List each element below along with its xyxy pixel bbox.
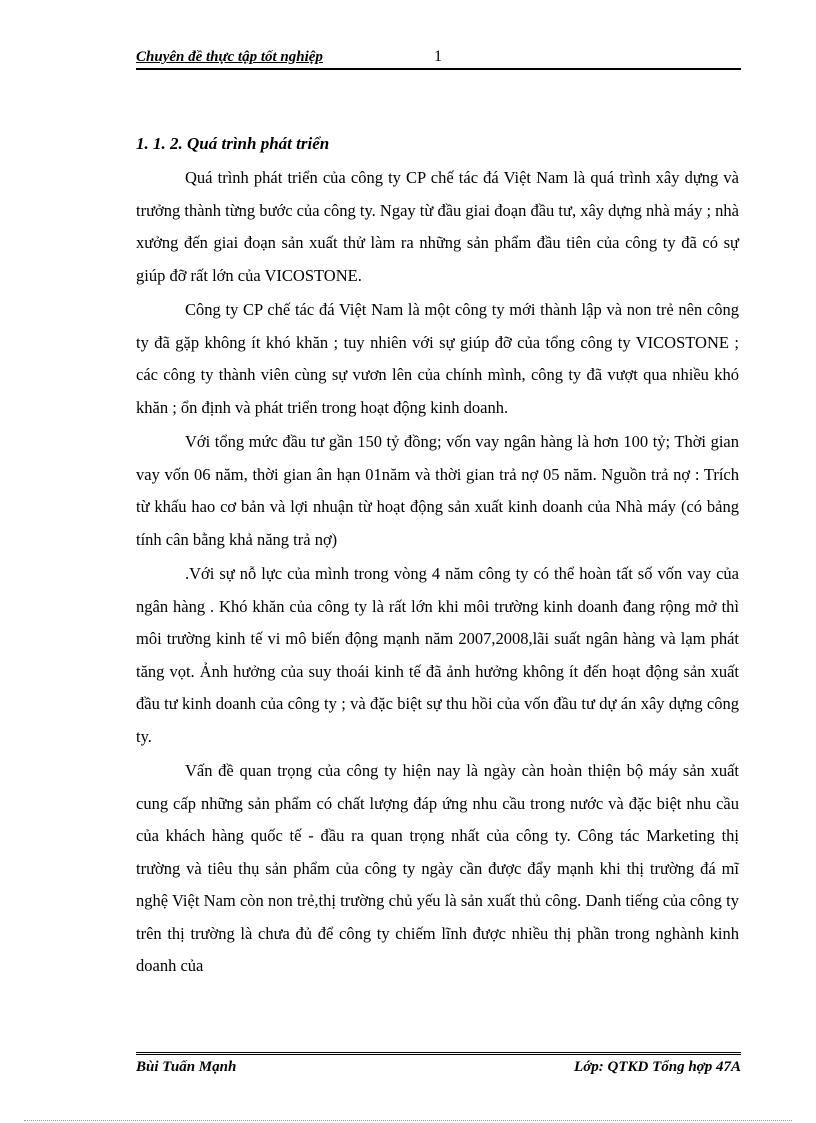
footer-class: Lớp: QTKD Tổng hợp 47A bbox=[574, 1059, 741, 1075]
page-header bbox=[136, 48, 741, 70]
section-heading: 1. 1. 2. Quá trình phát triển bbox=[136, 134, 330, 153]
page-number: 1 bbox=[434, 48, 442, 65]
paragraph-4: .Với sự nỗ lực của mình trong vòng 4 năm công ty có thể hoàn tất số vốn vay của ngân hàng . Khó khăn của công ty là rất lớn khi môi trường kinh doanh đang rộng mở thì môi trường kinh tế vi mô biến động mạnh năm 2007,2008,lãi suất ngân hàng và lạm phát tăng vọt. Ảnh hưởng của suy thoái kinh tế đã ảnh hưởng không ít đến hoạt động sản xuất đầu tư kinh doanh của công ty ; và đặc biệt sự thu hồi của vốn đầu tư dự án xây dựng công ty. bbox=[136, 564, 739, 746]
paragraph-2: Công ty CP chế tác đá Việt Nam là một công ty mới thành lập và non trẻ nên công ty đã gặp không ít khó khăn ; tuy nhiên với sự giúp đỡ của tổng công ty VICOSTONE ; các công ty thành viên cùng sự vươn lên của chính mình, công ty đã vượt qua nhiều khó khăn ; ổn định và phát triển trong hoạt động kinh doanh. bbox=[136, 300, 739, 417]
paragraph-3: Với tổng mức đầu tư gần 150 tỷ đồng; vốn vay ngân hàng là hơn 100 tỷ; Thời gian vay vốn 06 năm, thời gian ân hạn 01năm và thời gian trả nợ 05 năm. Nguồn trả nợ : Trích từ khấu hao cơ bản và lợi nhuận từ hoạt động sản xuất kinh doanh của Nhà máy (có bảng tính cân bằng khả năng trả nợ) bbox=[136, 432, 739, 549]
paragraph-5: Vấn đề quan trọng của công ty hiện nay là ngày càn hoàn thiện bộ máy sản xuất cung cấp những sản phẩm có chất lượng đáp ứng nhu cầu trong nước và đặc biệt nhu cầu của khách hàng quốc tế - đầu ra quan trọng nhất của công ty. Công tác Marketing thị trường và tiêu thụ sản phẩm của công ty ngày cần được đẩy mạnh khi thị trường đá mĩ nghệ Việt Nam còn non trẻ,thị trường chủ yếu là sản xuất thủ công. Danh tiếng của công ty trên thị trường là chưa đủ để công ty chiếm lĩnh được nhiều thị phần trong nghành kinh doanh của bbox=[136, 761, 739, 975]
body-text bbox=[136, 162, 739, 985]
footer-author: Bùi Tuấn Mạnh bbox=[136, 1059, 237, 1075]
header-title: Chuyên đề thực tập tốt nghiệp bbox=[136, 49, 323, 65]
page-footer bbox=[136, 1052, 741, 1085]
page-bottom-divider bbox=[24, 1120, 792, 1121]
paragraph-1: Quá trình phát triển của công ty CP chế tác đá Việt Nam là quá trình xây dựng và trưởng thành từng bước của công ty. Ngay từ đầu giai đoạn đầu tư, xây dựng nhà máy ; nhà xưởng đến giai đoạn sản xuất thử làm ra những sản phẩm đầu tiên của công ty đã có sự giúp đỡ rất lớn của VICOSTONE. bbox=[136, 168, 739, 285]
